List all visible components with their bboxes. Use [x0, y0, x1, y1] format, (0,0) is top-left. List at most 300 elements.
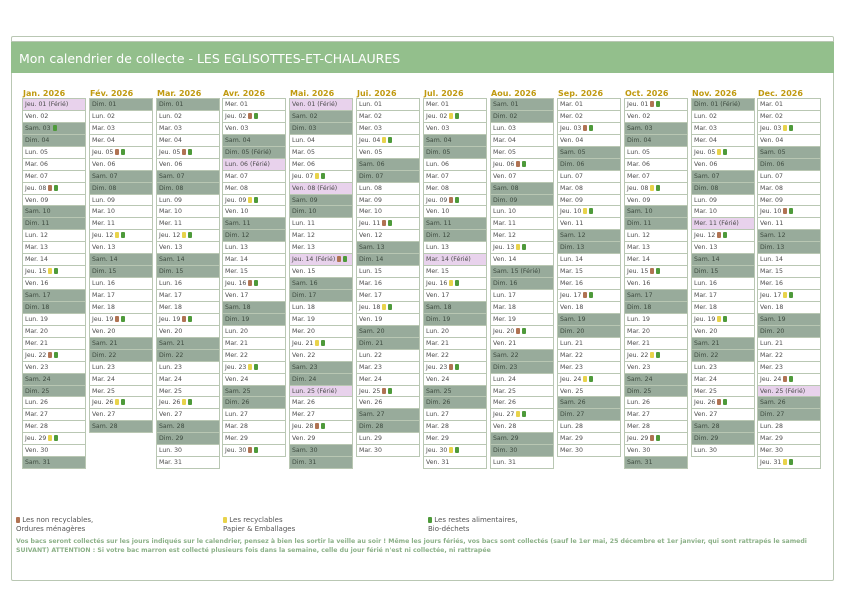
day-label: Mar. 16	[359, 280, 382, 288]
day-label: Jeu. 01 (Férié)	[25, 101, 69, 108]
yellow-bin-icon	[650, 185, 654, 191]
day-label: Sam. 18	[225, 303, 251, 311]
day-label: Mer. 20	[292, 327, 315, 335]
month-name: Aou. 2026	[491, 89, 537, 98]
day-label: Ven. 07	[493, 172, 517, 180]
green-bin-icon	[254, 364, 258, 370]
day-label: Ven. 06	[159, 160, 183, 168]
day-label: Lun. 18	[292, 303, 315, 311]
yellow-bin-icon	[717, 149, 721, 155]
day-label: Ven. 29	[292, 435, 316, 443]
day-label: Lun. 28	[560, 423, 583, 431]
legend-bio-sublabel: Bio-déchets	[428, 525, 470, 533]
day-label: Mer. 09	[760, 196, 783, 204]
day-label: Mer. 21	[25, 339, 48, 347]
month-column	[557, 89, 621, 457]
day-label: Dim. 27	[760, 411, 785, 419]
day-label: Lun. 12	[627, 232, 650, 240]
green-bin-icon	[522, 328, 526, 334]
day-label: Jeu. 16	[225, 280, 247, 288]
day-label: Ven. 28	[493, 423, 517, 431]
collection-note: Vos bacs seront collectés sur les jours indiqués sur le calendrier, pensez à bien les sortir la veille au soir ! Même les jours fériés, vos bacs sont collectés (sauf le 1er mai, 25 décembre et 1er janvier, qui sont rattrapés le samedi SUIVANT) ATTENTION : Si votre bac marron est collecté plusieurs fois dans la semaine, celle du jour férié n'est ni collectée, ni rattrapée	[16, 538, 807, 554]
day-label: Ven. 23	[627, 363, 651, 371]
day-label: Jeu. 28	[292, 423, 314, 431]
green-bin-icon	[254, 447, 258, 453]
day-label: Lun. 24	[493, 375, 516, 383]
yellow-bin-icon	[48, 268, 52, 274]
day-label: Sam. 07	[92, 172, 118, 180]
green-bin-icon	[121, 399, 125, 405]
day-label: Sam. 11	[426, 220, 452, 228]
day-label: Mer. 25	[694, 387, 717, 395]
day-label: Mar. 20	[25, 327, 48, 335]
day-label: Lun. 06	[426, 160, 449, 168]
day-label: Dim. 25	[627, 387, 652, 395]
day-label: Jeu. 23	[225, 363, 247, 371]
day-label: Mer. 18	[694, 303, 717, 311]
day-label: Jeu. 02	[225, 112, 247, 120]
day-label: Ven. 03	[426, 124, 450, 132]
yellow-bin-icon	[248, 364, 252, 370]
yellow-bin-icon	[48, 435, 52, 441]
green-bin-icon	[656, 435, 660, 441]
day-label: Mer. 08	[426, 184, 449, 192]
day-label: Sam. 03	[25, 124, 51, 132]
yellow-bin-icon	[382, 304, 386, 310]
month-column	[624, 89, 688, 469]
day-label: Ven. 08 (Férié)	[292, 184, 338, 192]
day-label: Ven. 10	[426, 208, 450, 216]
day-label: Lun. 30	[694, 447, 717, 455]
day-label: Dim. 13	[560, 244, 585, 252]
day-label: Sam. 05	[560, 148, 586, 156]
day-label: Mar. 07	[225, 172, 248, 180]
day-label: Ven. 06	[92, 160, 116, 168]
day-label: Mer. 29	[426, 435, 449, 443]
green-bin-icon	[254, 197, 258, 203]
brown-bin-icon	[717, 232, 721, 238]
day-label: Jeu. 12	[159, 232, 181, 240]
day-label: Jeu. 29	[25, 435, 47, 443]
day-label: Mar. 08	[560, 184, 583, 192]
day-label: Ven. 17	[426, 292, 450, 299]
day-label: Mar. 09	[359, 196, 382, 204]
day-label: Mar. 24	[159, 375, 182, 383]
day-label: Mar. 15	[560, 268, 583, 276]
day-label: Lun. 31	[493, 459, 516, 467]
day-label: Dim. 04	[25, 136, 50, 144]
day-label: Jeu. 22	[25, 351, 47, 359]
day-label: Ven. 11	[560, 220, 584, 228]
day-label: Lun. 14	[760, 256, 783, 264]
day-label: Ven. 06	[694, 160, 718, 168]
brown-bin-icon	[449, 364, 453, 370]
brown-bin-icon	[717, 399, 721, 405]
day-label: Ven. 12	[359, 232, 383, 240]
day-label: Lun. 25 (Férié)	[292, 387, 337, 395]
day-label: Lun. 09	[694, 196, 717, 204]
month-name: Jul. 2026	[424, 89, 464, 98]
day-label: Dim. 29	[159, 435, 184, 443]
day-label: Sam. 22	[493, 351, 519, 359]
day-label: Mer. 11	[159, 220, 182, 228]
day-label: Jeu. 24	[560, 375, 582, 383]
green-bin-icon	[723, 232, 727, 238]
green-bin-icon	[723, 316, 727, 322]
day-label: Sam. 07	[159, 172, 185, 180]
day-label: Lun. 30	[159, 447, 182, 455]
day-label: Lun. 11	[292, 220, 315, 228]
day-label: Jeu. 11	[359, 220, 381, 228]
month-column	[22, 89, 86, 469]
day-label: Sam. 01	[493, 101, 519, 108]
brown-bin-icon	[783, 208, 787, 214]
day-label: Lun. 19	[627, 315, 650, 323]
day-label: Sam. 11	[225, 220, 251, 228]
yellow-bin-icon	[516, 244, 520, 250]
month-name: Mar. 2026	[157, 89, 202, 98]
day-label: Dim. 01 (Férié)	[694, 101, 741, 108]
day-label: Mer. 08	[225, 184, 248, 192]
day-label: Sam. 24	[25, 375, 51, 383]
day-label: Ven. 15	[292, 268, 316, 276]
day-label: Jeu. 13	[493, 244, 515, 252]
green-bin-icon	[188, 399, 192, 405]
month-column	[289, 89, 353, 469]
day-label: Lun. 20	[426, 327, 449, 335]
day-label: Ven. 27	[92, 411, 116, 419]
day-label: Ven. 23	[25, 363, 49, 371]
green-bin-icon	[723, 399, 727, 405]
day-label: Lun. 07	[760, 172, 783, 180]
green-bin-icon	[656, 101, 660, 107]
day-label: Mar. 10	[92, 208, 115, 216]
yellow-bin-icon	[516, 411, 520, 417]
day-label: Ven. 16	[627, 280, 651, 288]
day-label: Sam. 02	[292, 112, 318, 120]
day-label: Mar. 01	[560, 101, 583, 108]
day-label: Sam. 17	[25, 292, 51, 299]
day-cell	[22, 456, 86, 469]
day-label: Sam. 28	[159, 423, 185, 431]
day-label: Jeu. 15	[627, 268, 649, 276]
day-label: Lun. 06 (Férié)	[225, 160, 270, 168]
month-name: Oct. 2026	[625, 89, 669, 98]
day-label: Ven. 10	[225, 208, 249, 216]
green-bin-icon	[455, 447, 459, 453]
brown-bin-icon	[182, 316, 186, 322]
day-label: Dim. 27	[560, 411, 585, 419]
day-label: Dim. 15	[92, 268, 117, 276]
brown-bin-icon	[115, 316, 119, 322]
yellow-bin-icon	[115, 232, 119, 238]
day-label: Dim. 06	[760, 160, 785, 168]
day-label: Mar. 29	[760, 435, 783, 443]
day-label: Mer. 09	[560, 196, 583, 204]
day-label: Mer. 23	[760, 363, 783, 371]
day-label: Sam. 14	[694, 256, 720, 264]
day-label: Mer. 21	[627, 339, 650, 347]
yellow-bin-icon	[583, 208, 587, 214]
day-label: Sam. 05	[760, 148, 786, 156]
day-label: Mar. 25	[493, 387, 516, 395]
green-bin-icon	[589, 208, 593, 214]
green-bin-icon	[254, 113, 258, 119]
day-label: Lun. 12	[25, 232, 48, 240]
day-label: Mar. 28	[426, 423, 449, 431]
day-label: Mar. 07	[426, 172, 449, 180]
yellow-bin-icon	[315, 340, 319, 346]
day-label: Jeu. 03	[560, 124, 582, 132]
day-label: Lun. 29	[359, 435, 382, 443]
green-bin-icon	[388, 388, 392, 394]
brown-bin-icon	[783, 376, 787, 382]
day-label: Mar. 29	[560, 435, 583, 443]
day-cell	[423, 456, 487, 469]
day-label: Mar. 18	[493, 303, 516, 311]
brown-bin-icon	[650, 101, 654, 107]
green-bin-icon	[188, 232, 192, 238]
day-label: Jeu. 19	[159, 315, 181, 323]
day-label: Ven. 09	[627, 196, 651, 204]
day-label: Lun. 16	[92, 280, 115, 288]
yellow-bin-icon	[783, 125, 787, 131]
day-cell	[691, 444, 755, 457]
day-label: Lun. 02	[92, 112, 115, 120]
brown-bin-icon	[583, 125, 587, 131]
green-bin-icon	[789, 125, 793, 131]
day-label: Mer. 01	[225, 101, 248, 108]
green-bin-icon	[321, 173, 325, 179]
month-column	[490, 89, 554, 469]
day-label: Lun. 23	[92, 363, 115, 371]
day-label: Dim. 18	[627, 303, 652, 311]
day-label: Ven. 04	[760, 136, 784, 144]
yellow-bin-icon	[315, 173, 319, 179]
day-label: Jeu. 22	[627, 351, 649, 359]
brown-bin-icon	[48, 185, 52, 191]
day-label: Mar. 02	[359, 112, 382, 120]
brown-bin-icon	[315, 423, 319, 429]
day-label: Mer. 03	[359, 124, 382, 132]
green-bin-icon	[723, 149, 727, 155]
day-label: Sam. 19	[760, 315, 786, 323]
day-label: Mar. 06	[25, 160, 48, 168]
day-label: Dim. 22	[92, 351, 117, 359]
brown-bin-icon	[382, 388, 386, 394]
day-label: Lun. 19	[25, 315, 48, 323]
day-label: Jeu. 31	[760, 459, 782, 467]
green-bin-icon	[589, 125, 593, 131]
green-bin-icon	[522, 161, 526, 167]
day-label: Ven. 01 (Férié)	[292, 101, 338, 108]
brown-bin-icon	[516, 328, 520, 334]
day-label: Ven. 03	[225, 124, 249, 132]
day-label: Mar. 17	[92, 292, 115, 299]
legend-om	[16, 516, 93, 534]
day-label: Sam. 18	[426, 303, 452, 311]
yellow-bin-icon	[382, 137, 386, 143]
day-label: Ven. 13	[694, 244, 718, 252]
day-label: Mar. 05	[292, 148, 315, 156]
day-label: Sam. 26	[760, 399, 786, 407]
day-label: Dim. 11	[627, 220, 652, 228]
brown-bin-icon	[182, 149, 186, 155]
day-label: Mar. 15	[760, 268, 783, 276]
green-bin-icon	[388, 137, 392, 143]
day-label: Lun. 16	[694, 280, 717, 288]
legend-recycl-sublabel: Papier & Emballages	[223, 525, 296, 533]
day-label: Sam. 25	[225, 387, 251, 395]
day-label: Dim. 09	[493, 196, 518, 204]
day-label: Mer. 15	[426, 268, 449, 276]
day-label: Lun. 08	[359, 184, 382, 192]
day-label: Ven. 13	[159, 244, 183, 252]
brown-bin-icon	[337, 256, 341, 262]
green-bin-icon	[54, 185, 58, 191]
day-label: Lun. 23	[159, 363, 182, 371]
day-label: Dim. 20	[560, 327, 585, 335]
month-name: Jan. 2026	[23, 89, 66, 98]
day-label: Mar. 17	[694, 292, 717, 299]
brown-bin-icon	[248, 113, 252, 119]
day-label: Ven. 11	[760, 220, 784, 228]
yellow-bin-icon	[650, 352, 654, 358]
brown-bin-icon	[48, 352, 52, 358]
day-label: Mar. 12	[292, 232, 315, 240]
brown-bin-icon	[16, 517, 20, 523]
day-label: Mar. 10	[159, 208, 182, 216]
day-label: Sam. 16	[292, 280, 318, 288]
day-label: Lun. 17	[493, 292, 516, 299]
day-label: Dim. 08	[159, 184, 184, 192]
day-label: Jeu. 12	[92, 232, 114, 240]
yellow-bin-icon	[449, 280, 453, 286]
day-label: Dim. 25	[25, 387, 50, 395]
month-column	[89, 89, 153, 433]
day-cell	[356, 444, 420, 457]
day-label: Lun. 01	[359, 101, 382, 108]
day-label: Jeu. 26	[694, 399, 716, 407]
day-label: Sam. 13	[359, 244, 385, 252]
day-label: Lun. 14	[560, 256, 583, 264]
day-label: Mer. 26	[493, 399, 516, 407]
day-label: Lun. 21	[560, 339, 583, 347]
day-label: Mer. 14	[25, 256, 48, 264]
green-bin-icon	[455, 364, 459, 370]
day-label: Dim. 23	[493, 363, 518, 371]
legend-recycl-label: Les recyclables	[229, 516, 283, 524]
day-label: Jeu. 03	[760, 124, 782, 132]
day-label: Mer. 24	[359, 375, 382, 383]
day-label: Ven. 09	[25, 196, 49, 204]
day-label: Sam. 12	[560, 232, 586, 240]
day-label: Sam. 31	[25, 459, 51, 467]
day-label: Lun. 13	[426, 244, 449, 252]
green-bin-icon	[455, 197, 459, 203]
day-label: Dim. 11	[25, 220, 50, 228]
day-label: Mar. 13	[25, 244, 48, 252]
brown-bin-icon	[650, 268, 654, 274]
day-label: Sam. 06	[359, 160, 385, 168]
day-label: Jeu. 17	[560, 292, 582, 299]
day-label: Jeu. 30	[426, 447, 448, 455]
page-title: Mon calendrier de collecte - LES EGLISOTTES-ET-CHALAURES	[19, 51, 401, 66]
day-label: Mar. 13	[627, 244, 650, 252]
day-label: Ven. 19	[359, 315, 383, 323]
day-label: Mer. 04	[159, 136, 182, 144]
day-label: Dim. 17	[292, 292, 317, 299]
green-bin-icon	[54, 352, 58, 358]
day-label: Mer. 28	[627, 423, 650, 431]
day-label: Sam. 03	[627, 124, 653, 132]
day-label: Sam. 28	[92, 423, 118, 431]
day-label: Mer. 29	[225, 435, 248, 443]
day-label: Mer. 02	[560, 112, 583, 120]
month-name: Dec. 2026	[758, 89, 803, 98]
day-cell	[757, 456, 821, 469]
day-label: Mer. 04	[694, 136, 717, 144]
day-label: Ven. 25 (Férié)	[760, 387, 806, 395]
day-label: Lun. 09	[92, 196, 115, 204]
yellow-bin-icon	[182, 399, 186, 405]
day-label: Mer. 01	[426, 101, 449, 108]
brown-bin-icon	[516, 161, 520, 167]
month-column	[156, 89, 220, 469]
green-bin-icon	[54, 435, 58, 441]
day-label: Ven. 20	[159, 327, 183, 335]
day-label: Mer. 18	[92, 303, 115, 311]
day-label: Jeu. 26	[159, 399, 181, 407]
day-label: Dim. 26	[225, 399, 250, 407]
day-label: Sam. 17	[627, 292, 653, 299]
green-bin-icon	[789, 376, 793, 382]
day-label: Mer. 25	[92, 387, 115, 395]
day-label: Jeu. 21	[292, 339, 314, 347]
day-label: Jeu. 12	[694, 232, 716, 240]
green-bin-icon	[656, 185, 660, 191]
day-label: Sam. 07	[694, 172, 720, 180]
day-label: Dim. 28	[359, 423, 384, 431]
day-label: Ven. 05	[359, 148, 383, 156]
day-label: Mer. 27	[292, 411, 315, 419]
day-label: Lun. 13	[225, 244, 248, 252]
day-label: Lun. 05	[627, 148, 650, 156]
day-label: Mar. 24	[694, 375, 717, 383]
day-label: Ven. 31	[426, 459, 450, 467]
day-label: Jeu. 06	[493, 160, 515, 168]
day-label: Jeu. 10	[560, 208, 582, 216]
day-label: Sam. 29	[493, 435, 519, 443]
day-label: Jeu. 25	[359, 387, 381, 395]
day-label: Mer. 11 (Férié)	[694, 220, 739, 228]
day-label: Dim. 10	[292, 208, 317, 216]
day-label: Lun. 22	[359, 351, 382, 359]
day-label: Sam. 26	[560, 399, 586, 407]
month-name: Sep. 2026	[558, 89, 604, 98]
day-label: Sam. 23	[292, 363, 318, 371]
legend-bio-label: Les restes alimentaires,	[434, 516, 518, 524]
day-label: Jeu. 09	[225, 196, 247, 204]
day-label: Mar. 19	[292, 315, 315, 323]
legend-om-sublabel: Ordures ménagères	[16, 525, 86, 533]
green-bin-icon	[455, 280, 459, 286]
brown-bin-icon	[115, 149, 119, 155]
day-label: Mar. 30	[359, 447, 382, 455]
day-label: Lun. 10	[493, 208, 516, 216]
day-label: Dim. 29	[694, 435, 719, 443]
day-label: Jeu. 15	[25, 268, 47, 276]
